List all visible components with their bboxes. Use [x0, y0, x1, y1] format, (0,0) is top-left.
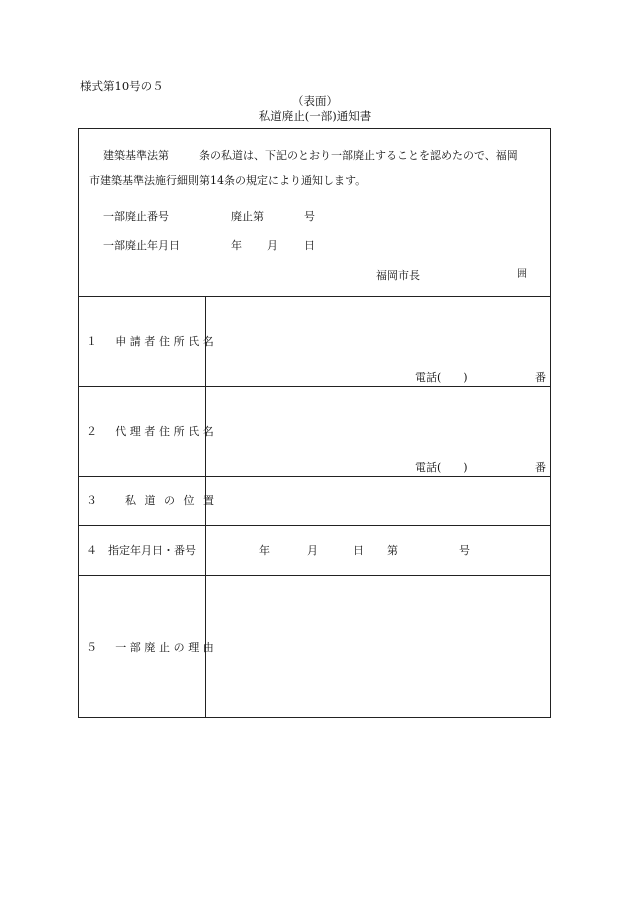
row-divider [79, 386, 550, 387]
agent-phone-label: 電話( ) [415, 461, 468, 474]
document-title: 私道廃止(一部)通知書 [258, 109, 372, 123]
row-divider [79, 525, 550, 526]
form-number: 様式第10号の５ [80, 79, 164, 93]
designation-number-suffix: 号 [459, 544, 470, 557]
designation-month: 月 [307, 544, 318, 557]
notice-text-line1: 条の私道は、下記のとおり一部廃止することを認めたので、福岡 [199, 149, 518, 162]
notice-text-line2: 市建築基準法施行細則第14条の規定により通知します。 [89, 174, 367, 187]
row-divider [79, 476, 550, 477]
abolition-number-prefix: 廃止第 [231, 210, 264, 223]
designation-day: 日 [353, 544, 364, 557]
seal-mark: 囲 [517, 269, 527, 280]
form-table [78, 128, 551, 718]
abolition-reason-label: ５ 一部廃止の理由 [86, 641, 218, 654]
column-divider [205, 296, 206, 718]
abolition-date-day: 日 [304, 239, 315, 252]
issuer-name: 福岡市長 [376, 269, 420, 282]
abolition-date-month: 月 [267, 239, 278, 252]
applicant-phone-label: 電話( ) [415, 371, 468, 384]
abolition-date-label: 一部廃止年月日 [103, 239, 180, 252]
applicant-address-name-label: １ 申請者住所氏名 [86, 335, 218, 348]
designation-year: 年 [259, 544, 270, 557]
side-label: （表面） [292, 94, 338, 108]
row-divider [79, 296, 550, 297]
notice-text-law-article: 建築基準法第 [103, 149, 169, 162]
designation-number-prefix: 第 [387, 544, 398, 557]
applicant-phone-suffix: 番 [535, 371, 546, 384]
agent-phone-suffix: 番 [535, 461, 546, 474]
agent-address-name-label: ２ 代理者住所氏名 [86, 425, 218, 438]
abolition-number-suffix: 号 [304, 210, 315, 223]
private-road-location-label: ３ 私道の位置 [86, 494, 223, 507]
abolition-number-label: 一部廃止番号 [103, 210, 169, 223]
designation-date-number-label: ４ 指定年月日・番号 [86, 544, 196, 557]
row-divider [79, 575, 550, 576]
abolition-date-year: 年 [231, 239, 242, 252]
